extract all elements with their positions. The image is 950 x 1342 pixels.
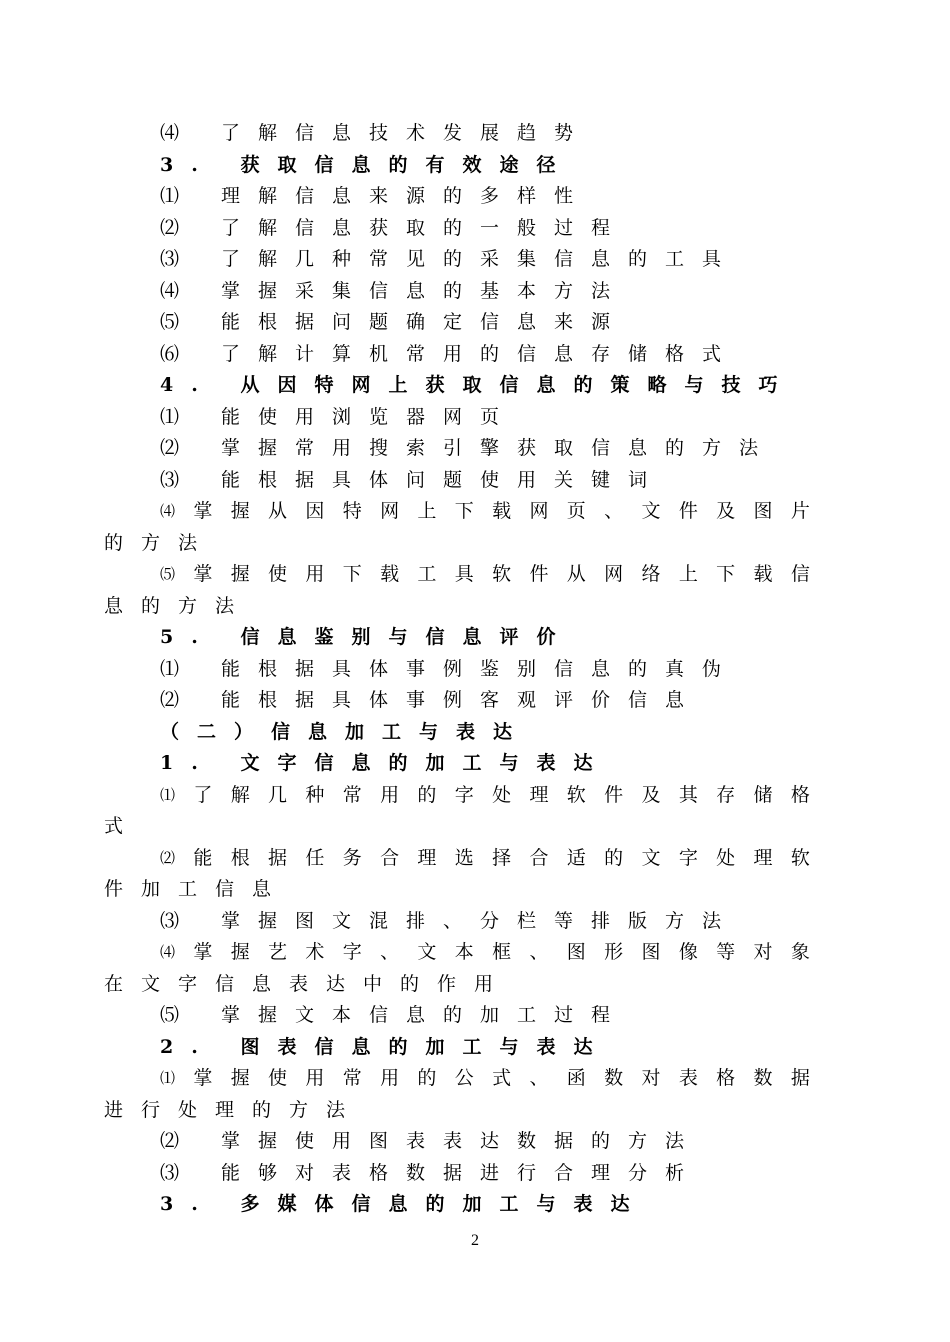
text-line: ⑵ 了解信息获取的一般过程 xyxy=(160,216,629,239)
text-line: ⑴ 理解信息来源的多样性 xyxy=(160,185,592,207)
text-line: ⑵ 掌握常用搜索引擎获取信息的方法 xyxy=(160,437,777,459)
section-heading: 5. 信息鉴别与信息评价 xyxy=(160,626,574,648)
text-line: 件加工信息 xyxy=(104,878,290,900)
text-line: ⑴ 掌 握 使 用 常 用 的 公 式 、 函 数 对 表 格 数 据 xyxy=(160,1067,810,1089)
section-heading: 3. 多媒体信息的加工与表达 xyxy=(160,1193,648,1215)
text-line: ⑸ 能根据问题确定信息来源 xyxy=(160,311,629,333)
text-line: 息的方法 xyxy=(104,594,253,617)
section-heading: 2. 图表信息的加工与表达 xyxy=(160,1035,611,1058)
text-line: ⑷ 了解信息技术发展趋势 xyxy=(160,122,592,144)
text-line: ⑸ 掌 握 使 用 下 载 工 具 软 件 从 网 络 上 下 载 信 xyxy=(160,563,810,585)
text-line: ⑴ 能根据具体事例鉴别信息的真伪 xyxy=(160,657,740,680)
text-line: ⑶ 掌握图文混排、分栏等排版方法 xyxy=(160,909,740,932)
text-line: 在文字信息表达中的作用 xyxy=(104,972,512,995)
section-heading: 3. 获取信息的有效途径 xyxy=(160,153,574,176)
text-line: ⑴ 能使用浏览器网页 xyxy=(160,405,518,428)
page-number: 2 xyxy=(471,1232,479,1249)
section-heading: 4. 从因特网上获取信息的策略与技巧 xyxy=(160,374,796,396)
text-line: ⑷ 掌握采集信息的基本方法 xyxy=(160,279,629,302)
text-line: 进行处理的方法 xyxy=(104,1098,364,1121)
text-line: ⑵ 能 根 据 任 务 合 理 选 择 合 适 的 文 字 处 理 软 xyxy=(160,846,810,869)
text-line: 式 xyxy=(104,815,142,837)
text-line: ⑸ 掌握文本信息的加工过程 xyxy=(160,1004,629,1026)
text-line: ⑶ 能够对表格数据进行合理分析 xyxy=(160,1161,703,1184)
text-line: ⑷ 掌 握 从 因 特 网 上 下 载 网 页 、 文 件 及 图 片 xyxy=(160,500,810,522)
text-line: ⑹ 了解计算机常用的信息存储格式 xyxy=(160,342,740,365)
text-line: ⑴ 了 解 几 种 常 用 的 字 处 理 软 件 及 其 存 储 格 xyxy=(160,783,810,806)
text-line: ⑵ 掌握使用图表表达数据的方法 xyxy=(160,1130,703,1152)
text-line: ⑷ 掌 握 艺 术 字 、 文 本 框 、 图 形 图 像 等 对 象 xyxy=(160,941,810,963)
section-heading: 1. 文字信息的加工与表达 xyxy=(160,752,611,774)
text-line: ⑶ 了解几种常见的采集信息的工具 xyxy=(160,248,740,270)
text-line: ⑶ 能根据具体问题使用关键词 xyxy=(160,468,666,491)
section-heading: （二）信息加工与表达 xyxy=(160,720,531,743)
text-line: 的方法 xyxy=(104,531,216,554)
text-line: ⑵ 能根据具体事例客观评价信息 xyxy=(160,689,703,711)
document-body xyxy=(104,118,810,1221)
